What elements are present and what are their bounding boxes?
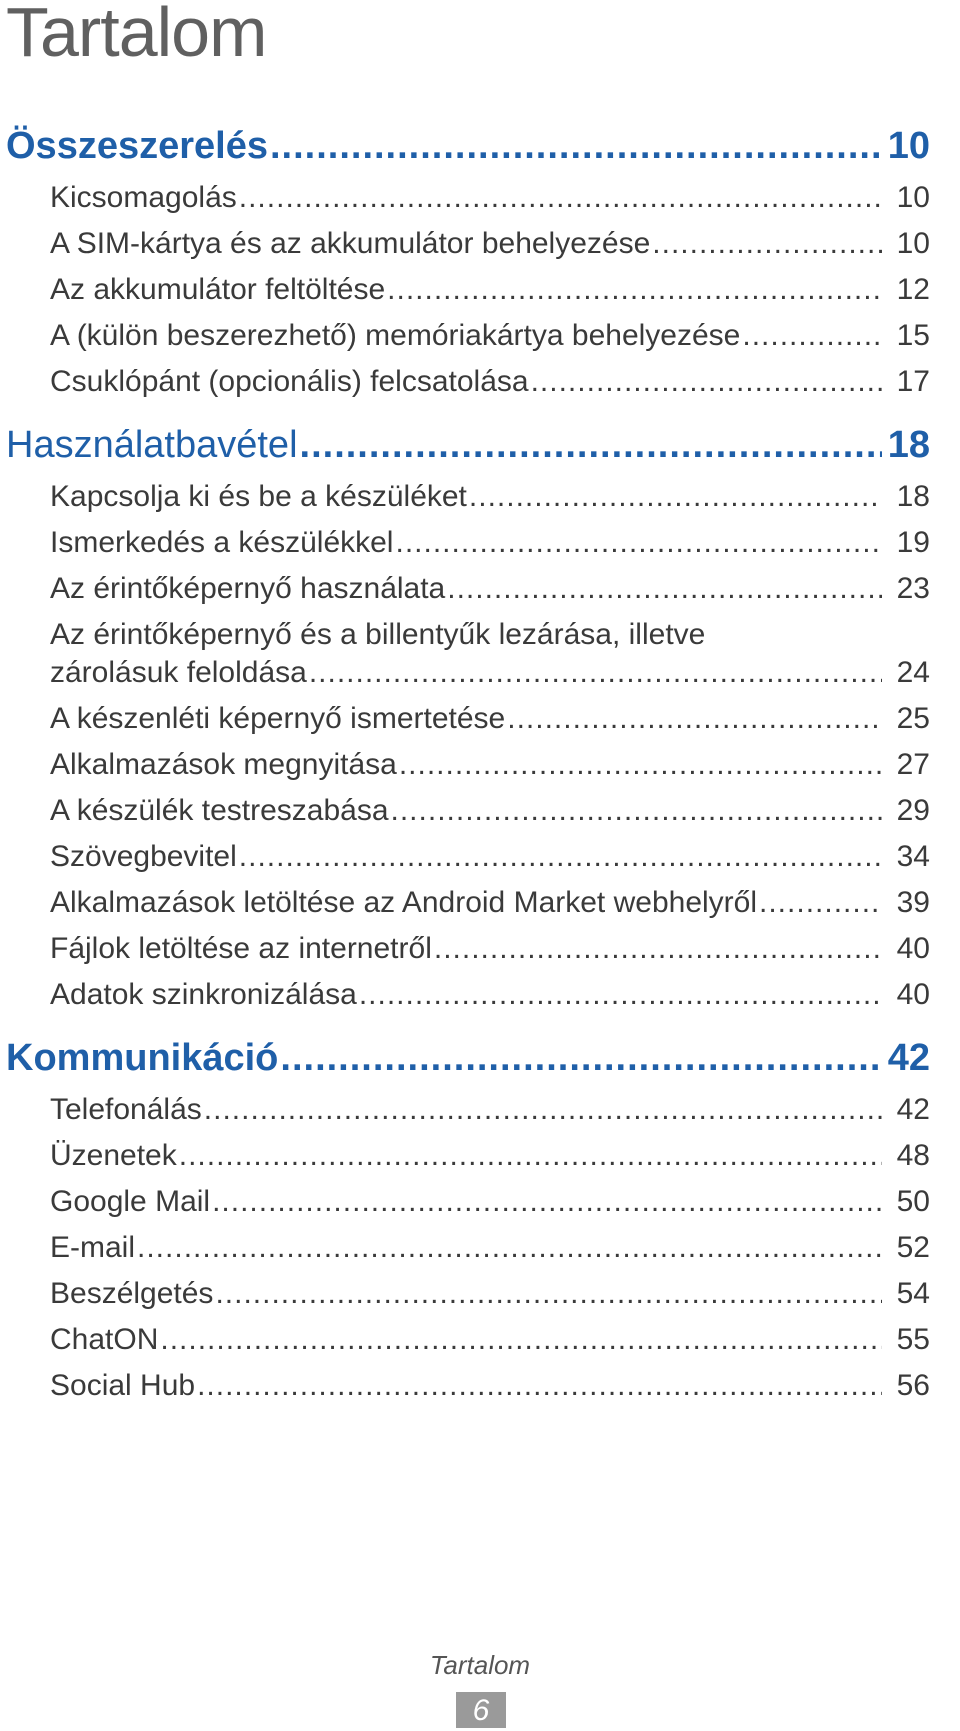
- toc-item[interactable]: [0, 566, 930, 612]
- dot-leader: [239, 834, 882, 880]
- item-page-number: 10: [896, 227, 930, 260]
- dot-leader: [197, 1363, 882, 1409]
- dot-leader: [160, 1317, 882, 1363]
- dot-leader: [239, 175, 882, 221]
- item-label: A készülék testreszabása: [50, 794, 389, 827]
- dot-leader: [179, 1133, 882, 1179]
- item-page-number: 24: [896, 656, 930, 689]
- dot-leader: [759, 880, 882, 926]
- toc-item[interactable]: [0, 1317, 930, 1363]
- item-label-line1: Az érintőképernyő és a billentyűk lezárása, illetve: [50, 618, 706, 651]
- toc-item[interactable]: [0, 474, 930, 520]
- dot-leader: [387, 267, 882, 313]
- item-page-number: 50: [896, 1185, 930, 1218]
- item-page-number: 17: [896, 365, 930, 398]
- toc-item-multiline[interactable]: [0, 612, 930, 696]
- item-label: Adatok szinkronizálása: [50, 978, 357, 1011]
- dot-leader: [434, 926, 882, 972]
- dot-leader: [531, 359, 882, 405]
- item-label: zárolásuk feloldása: [50, 656, 307, 689]
- item-label: Social Hub: [50, 1369, 196, 1402]
- item-label: Google Mail: [50, 1185, 211, 1218]
- toc-item[interactable]: [0, 742, 930, 788]
- dot-leader: [395, 520, 882, 566]
- toc-item[interactable]: [0, 972, 930, 1018]
- toc-section-hasznalatbavetel: [0, 417, 930, 1018]
- item-page-number: 54: [896, 1277, 930, 1310]
- item-label: E-mail: [50, 1231, 136, 1264]
- toc-item[interactable]: [0, 313, 930, 359]
- toc-item[interactable]: [0, 1087, 930, 1133]
- item-page-number: 55: [896, 1323, 930, 1356]
- section-label: Kommunikáció: [6, 1037, 279, 1079]
- item-label: Alkalmazások megnyitása: [50, 748, 397, 781]
- dot-leader: [359, 972, 882, 1018]
- item-page-number: 56: [896, 1369, 930, 1402]
- item-label: Szövegbevitel: [50, 840, 237, 873]
- dot-leader: [280, 1030, 882, 1087]
- item-label: Csuklópánt (opcionális) felcsatolása: [50, 365, 529, 398]
- toc-item[interactable]: [0, 880, 930, 926]
- item-page-number: 25: [896, 702, 930, 735]
- toc-section-heading[interactable]: [0, 118, 930, 175]
- item-label: Fájlok letöltése az internetről: [50, 932, 432, 965]
- footer-section-label: Tartalom: [429, 1650, 531, 1680]
- item-page-number: 29: [896, 794, 930, 827]
- dot-leader: [300, 417, 882, 474]
- dot-leader: [447, 566, 882, 612]
- dot-leader: [469, 474, 882, 520]
- toc-item[interactable]: [0, 1271, 930, 1317]
- dot-leader: [270, 118, 882, 175]
- item-label: ChatON: [50, 1323, 159, 1356]
- item-label: Az akkumulátor feltöltése: [50, 273, 386, 306]
- item-label: A készenléti képernyő ismertetése: [50, 702, 506, 735]
- footer-page-number: 6: [456, 1692, 506, 1728]
- section-page-number: 42: [887, 1037, 930, 1079]
- toc-item[interactable]: [0, 1363, 930, 1409]
- section-page-number: 10: [887, 125, 930, 167]
- item-label: Üzenetek: [50, 1139, 177, 1172]
- section-label: Összeszerelés: [6, 125, 268, 167]
- dot-leader: [137, 1225, 882, 1271]
- dot-leader: [309, 654, 882, 692]
- dot-leader: [399, 742, 882, 788]
- item-page-number: 15: [896, 319, 930, 352]
- item-label: Kicsomagolás: [50, 181, 237, 214]
- item-page-number: 39: [896, 886, 930, 919]
- item-label: Beszélgetés: [50, 1277, 214, 1310]
- item-label: Kapcsolja ki és be a készüléket: [50, 480, 467, 513]
- item-page-number: 12: [896, 273, 930, 306]
- table-of-contents: [0, 118, 930, 1421]
- toc-item[interactable]: [0, 175, 930, 221]
- toc-item[interactable]: [0, 926, 930, 972]
- toc-section-kommunikacio: [0, 1030, 930, 1409]
- item-page-number: 23: [896, 572, 930, 605]
- toc-section-heading[interactable]: [0, 417, 930, 474]
- toc-item[interactable]: [0, 520, 930, 566]
- item-page-number: 27: [896, 748, 930, 781]
- item-label: Telefonálás: [50, 1093, 202, 1126]
- item-label: Ismerkedés a készülékkel: [50, 526, 394, 559]
- item-page-number: 40: [896, 978, 930, 1011]
- toc-item[interactable]: [0, 1225, 930, 1271]
- dot-leader: [204, 1087, 882, 1133]
- page-title: Tartalom: [6, 0, 267, 71]
- dot-leader: [212, 1179, 882, 1225]
- toc-item[interactable]: [0, 359, 930, 405]
- item-page-number: 34: [896, 840, 930, 873]
- dot-leader: [215, 1271, 882, 1317]
- item-page-number: 48: [896, 1139, 930, 1172]
- item-page-number: 42: [896, 1093, 930, 1126]
- dot-leader: [742, 313, 882, 359]
- item-label: A SIM-kártya és az akkumulátor behelyezése: [50, 227, 651, 260]
- item-page-number: 19: [896, 526, 930, 559]
- toc-item[interactable]: [0, 1133, 930, 1179]
- dot-leader: [507, 696, 882, 742]
- dot-leader: [391, 788, 882, 834]
- toc-item[interactable]: [0, 221, 930, 267]
- item-page-number: 40: [896, 932, 930, 965]
- item-label: Az érintőképernyő használata: [50, 572, 446, 605]
- dot-leader: [652, 221, 882, 267]
- section-page-number: 18: [887, 424, 930, 466]
- item-page-number: 52: [896, 1231, 930, 1264]
- toc-item[interactable]: [0, 267, 930, 313]
- item-page-number: 10: [896, 181, 930, 214]
- toc-item[interactable]: [0, 788, 930, 834]
- toc-section-osszeszereles: [0, 118, 930, 405]
- toc-item[interactable]: [0, 834, 930, 880]
- item-page-number: 18: [896, 480, 930, 513]
- item-label: Alkalmazások letöltése az Android Market webhelyről: [50, 886, 758, 919]
- item-label: A (külön beszerezhető) memóriakártya behelyezése: [50, 319, 741, 352]
- toc-item[interactable]: [0, 696, 930, 742]
- toc-section-heading[interactable]: [0, 1030, 930, 1087]
- section-label: Használatbavétel: [6, 424, 298, 466]
- toc-item[interactable]: [0, 1179, 930, 1225]
